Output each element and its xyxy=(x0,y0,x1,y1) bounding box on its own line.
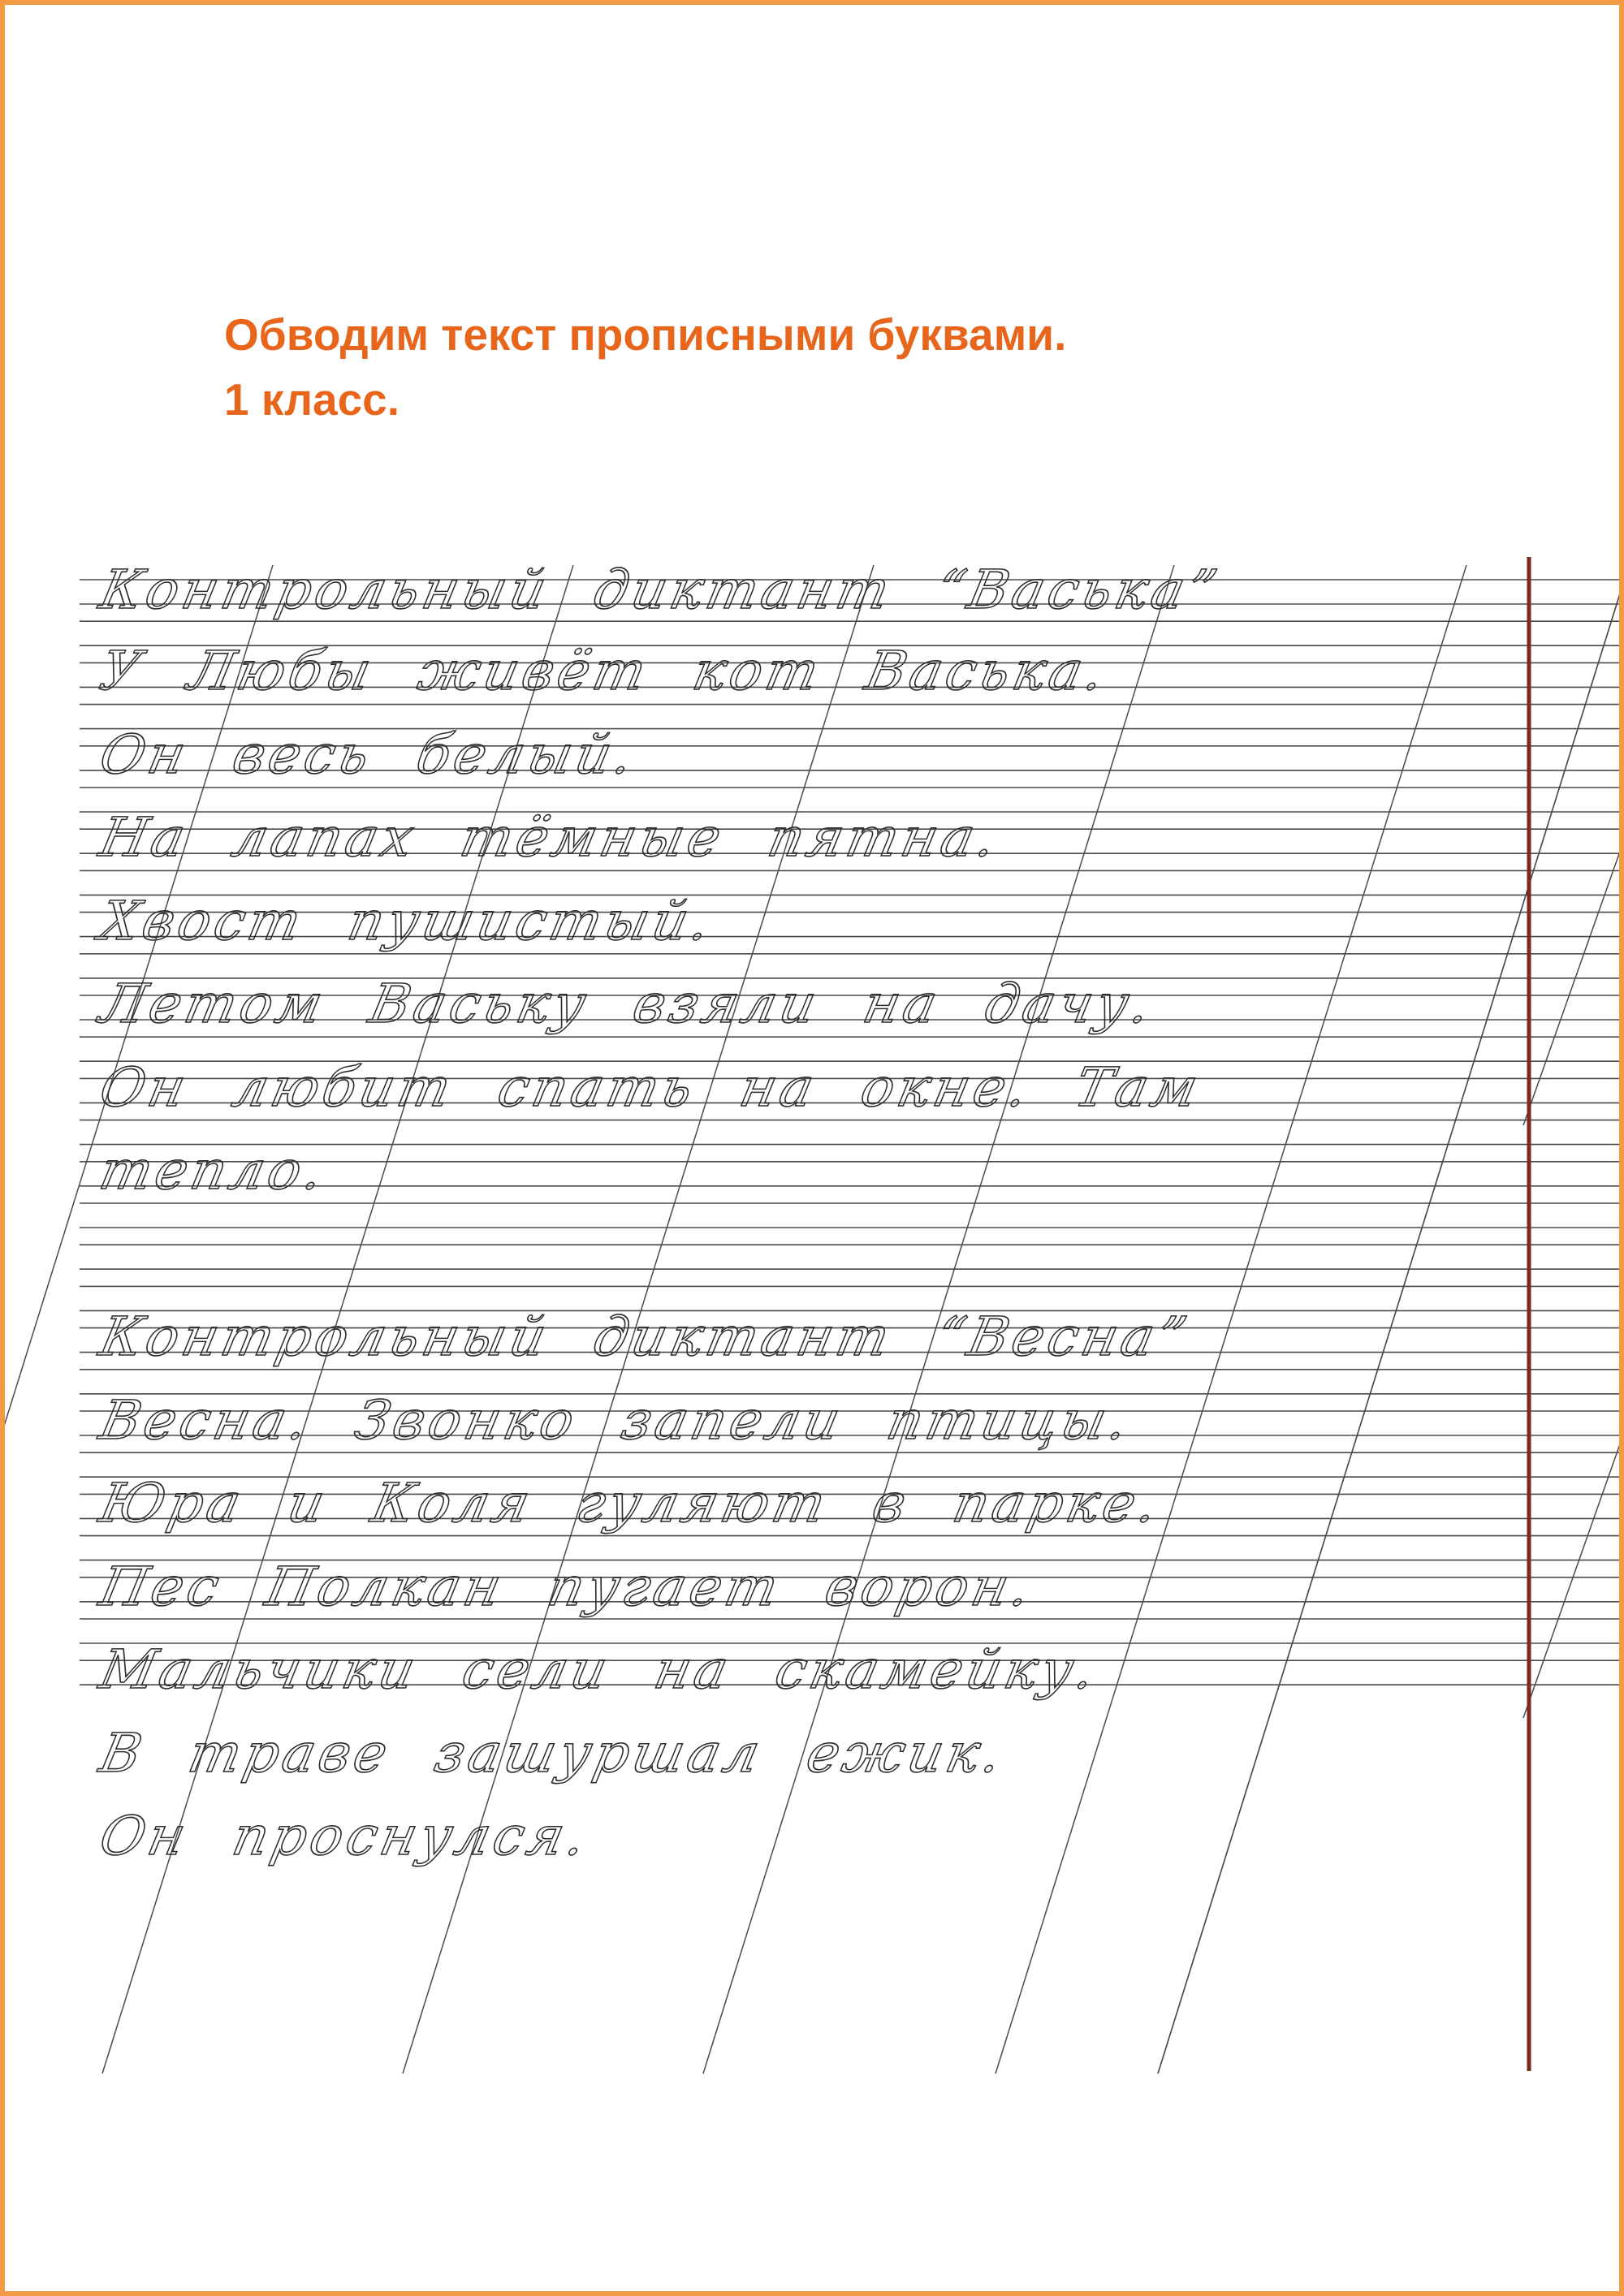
dictation-vaska-line: У Любы живёт кот Васька. xyxy=(94,640,1114,702)
tracing-text xyxy=(5,5,1624,2296)
dictation-vaska-line: Он весь белый. xyxy=(94,723,643,786)
dictation-vesna-line: В траве зашуршал ежик. xyxy=(94,1722,1012,1785)
dictation-vaska-title: Контрольный диктант “Васька” xyxy=(94,559,1227,621)
dictation-vaska-line: Он любит спать на окне. Там xyxy=(94,1056,1207,1119)
dictation-vesna-line: Весна. Звонко запели птицы. xyxy=(94,1389,1138,1452)
dictation-vesna-line: Юра и Коля гуляют в парке. xyxy=(94,1472,1168,1534)
dictation-vaska-line: На лапах тёмные пятна. xyxy=(94,806,1006,869)
dictation-vaska-line: Летом Ваську взяли на дачу. xyxy=(94,973,1160,1035)
dictation-vesna-title: Контрольный диктант “Весна” xyxy=(94,1306,1196,1368)
dictation-vesna-line: Пес Полкан пугает ворон. xyxy=(94,1556,1040,1618)
dictation-vesna-line: Мальчики сели на скамейку. xyxy=(94,1638,1105,1701)
dictation-vaska-line: тепло. xyxy=(94,1139,333,1202)
dictation-vesna-line: Он проснулся. xyxy=(94,1805,596,1867)
dictation-vaska-line: Хвост пушистый. xyxy=(94,890,720,952)
heading-grade: 1 класс. xyxy=(224,374,400,425)
heading-title: Обводим текст прописными буквами. xyxy=(224,309,1067,360)
